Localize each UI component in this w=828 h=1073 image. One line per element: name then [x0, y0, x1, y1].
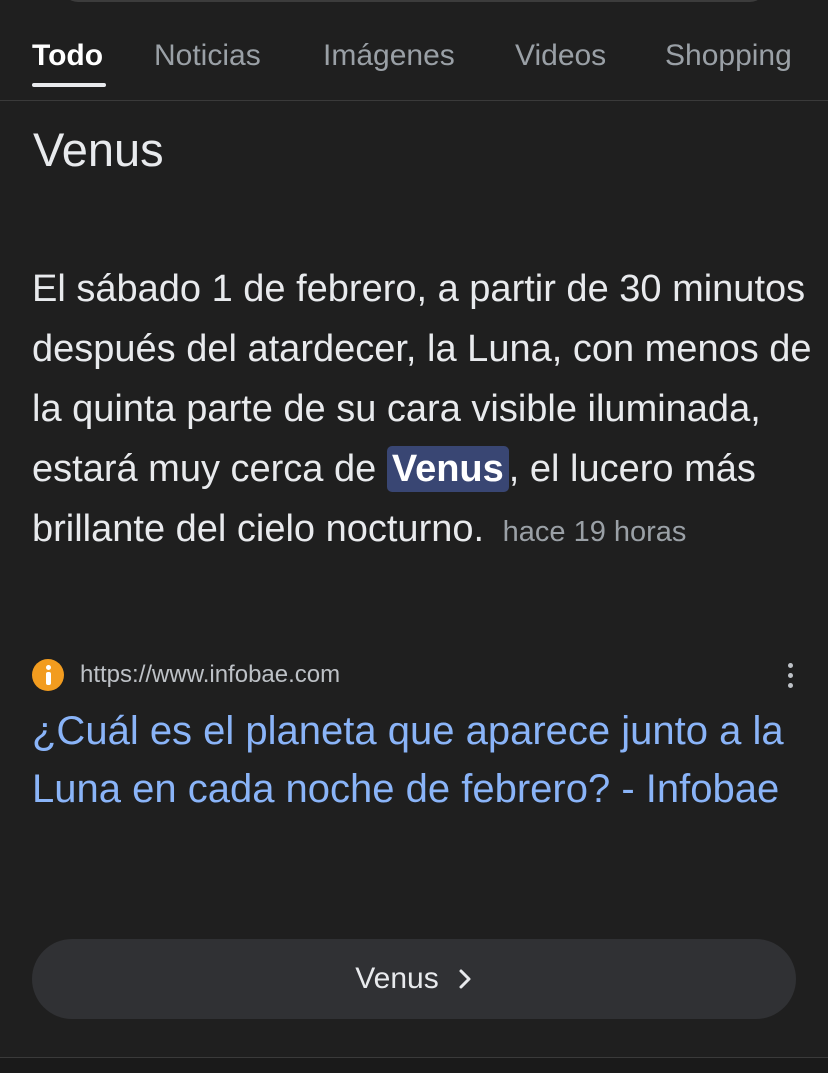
snippet-text-before: El sábado 1 de febrero, a partir de 30 minutos después del atardecer, la Luna, con menos de la quinta parte de su cara visible iluminada, estará muy cerca de: [32, 268, 812, 490]
tab-videos[interactable]: Videos: [515, 39, 607, 72]
tab-todo[interactable]: Todo: [32, 39, 104, 72]
tab-shopping[interactable]: Shopping: [665, 39, 792, 72]
infobae-favicon-icon: [32, 659, 64, 691]
source-url[interactable]: https://www.infobae.com: [80, 661, 341, 688]
more-about-button[interactable]: [32, 939, 796, 1019]
result-title-link[interactable]: ¿Cuál es el planeta que aparece junto a la Luna en cada noche de febrero? - Infobae: [32, 709, 784, 811]
snippet-age: hace 19 horas: [502, 516, 687, 548]
snippet-text-after: , el lucero más brillante del cielo nocturno.: [32, 448, 756, 550]
snippet-highlight: Venus: [387, 446, 509, 492]
featured-snippet-text: [32, 259, 822, 562]
active-tab-indicator: [32, 83, 106, 87]
tab-imagenes[interactable]: Imágenes: [323, 39, 455, 72]
featured-snippet-heading: Venus: [33, 123, 164, 176]
result-source[interactable]: [32, 658, 802, 692]
more-about-label: Venus: [355, 962, 439, 995]
more-options-icon[interactable]: [778, 660, 802, 690]
search-tabs: [0, 0, 828, 101]
bottom-divider: [0, 1057, 828, 1073]
chevron-right-icon: [457, 968, 473, 990]
tab-noticias[interactable]: Noticias: [154, 39, 261, 72]
